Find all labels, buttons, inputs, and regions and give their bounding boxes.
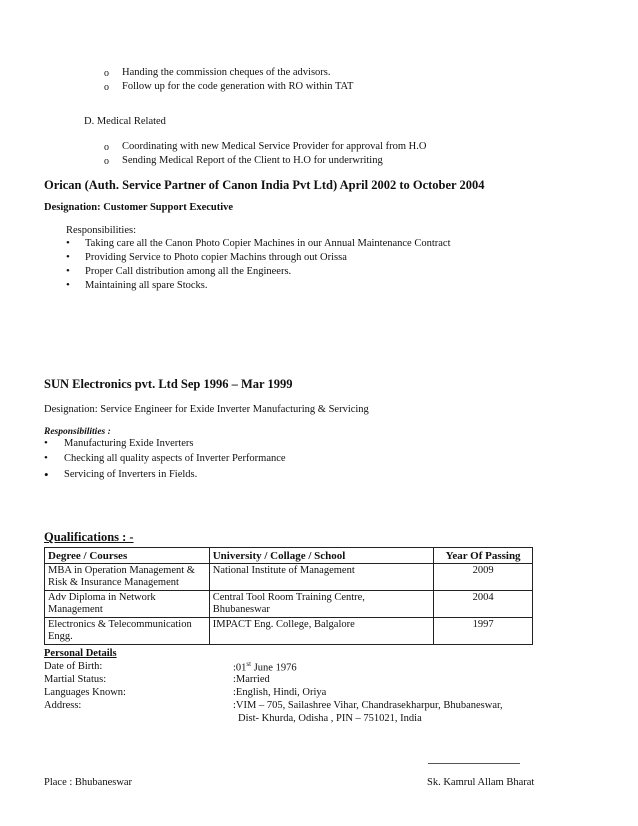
table-row [45, 564, 533, 591]
responsibilities-label: Responsibilities : [44, 427, 111, 437]
list-bullet-icon: o [104, 142, 109, 153]
list-item: Manufacturing Exide Inverters [64, 438, 194, 449]
bullet-icon: • [44, 467, 49, 482]
job-title: SUN Electronics pvt. Ltd Sep 1996 – Mar 1999 [44, 377, 293, 391]
column-header: University / Collage / School [209, 548, 433, 564]
list-item: Providing Service to Photo copier Machins through out Orissa [85, 252, 347, 263]
responsibilities-label: Responsibilities: [66, 225, 137, 236]
year-cell: 2004 [434, 591, 533, 618]
bullet-icon: • [66, 237, 70, 249]
table-header-row [45, 548, 533, 564]
field-value: Dist- Khurda, Odisha , PIN – 751021, India [238, 713, 422, 724]
university-cell: Central Tool Room Training Centre, Bhubaneswar [209, 591, 433, 618]
university-cell: IMPACT Eng. College, Balgalore [209, 618, 433, 645]
list-item: Maintaining all spare Stocks. [85, 280, 208, 291]
field-value: :01st June 1976 [233, 660, 297, 674]
list-item: Coordinating with new Medical Service Provider for approval from H.O [122, 141, 427, 152]
table-row [45, 591, 533, 618]
section-heading: Qualifications : - [44, 530, 134, 544]
list-item: Follow up for the code generation with RO within TAT [122, 81, 354, 92]
list-item: Servicing of Inverters in Fields. [64, 469, 198, 480]
signature-name: Sk. Kamrul Allam Bharat [427, 777, 535, 788]
field-label: Languages Known: [44, 687, 126, 698]
section-subheading: D. Medical Related [84, 116, 166, 127]
bullet-icon: • [66, 265, 70, 277]
job-designation: Designation: Customer Support Executive [44, 202, 234, 213]
job-designation: Designation: Service Engineer for Exide Inverter Manufacturing & Servicing [44, 404, 369, 415]
university-cell: National Institute of Management [209, 564, 433, 591]
list-bullet-icon: o [104, 82, 109, 93]
table-row [45, 618, 533, 645]
field-label: Martial Status: [44, 674, 107, 685]
degree-cell: MBA in Operation Management & Risk & Insurance Management [45, 564, 210, 591]
signature-line [428, 763, 520, 764]
column-header: Year Of Passing [434, 548, 533, 564]
field-label: Date of Birth: [44, 661, 103, 672]
year-cell: 1997 [434, 618, 533, 645]
list-item: Handing the commission cheques of the advisors. [122, 67, 331, 78]
list-bullet-icon: o [104, 156, 109, 167]
degree-cell: Adv Diploma in Network Management [45, 591, 210, 618]
degree-cell: Electronics & Telecommunication Engg. [45, 618, 210, 645]
place-text: Place : Bhubaneswar [44, 777, 133, 788]
bullet-icon: • [66, 279, 70, 291]
list-bullet-icon: o [104, 68, 109, 79]
year-cell: 2009 [434, 564, 533, 591]
field-label: Address: [44, 700, 82, 711]
section-heading: Personal Details [44, 648, 117, 659]
field-value: :VIM – 705, Sailashree Vihar, Chandrasekharpur, Bhubaneswar, [233, 700, 503, 711]
list-item: Checking all quality aspects of Inverter Performance [64, 453, 286, 464]
bullet-icon: • [44, 452, 48, 464]
bullet-icon: • [66, 251, 70, 263]
list-item: Proper Call distribution among all the Engineers. [85, 266, 292, 277]
list-item: Sending Medical Report of the Client to H.O for underwriting [122, 155, 383, 166]
job-title: Orican (Auth. Service Partner of Canon India Pvt Ltd) April 2002 to October 2004 [44, 178, 485, 192]
bullet-icon: • [44, 437, 48, 449]
field-value: :Married [233, 674, 270, 685]
list-item: Taking care all the Canon Photo Copier Machines in our Annual Maintenance Contract [85, 238, 451, 249]
qualifications-table [44, 547, 533, 645]
column-header: Degree / Courses [45, 548, 210, 564]
field-value: :English, Hindi, Oriya [233, 687, 327, 698]
